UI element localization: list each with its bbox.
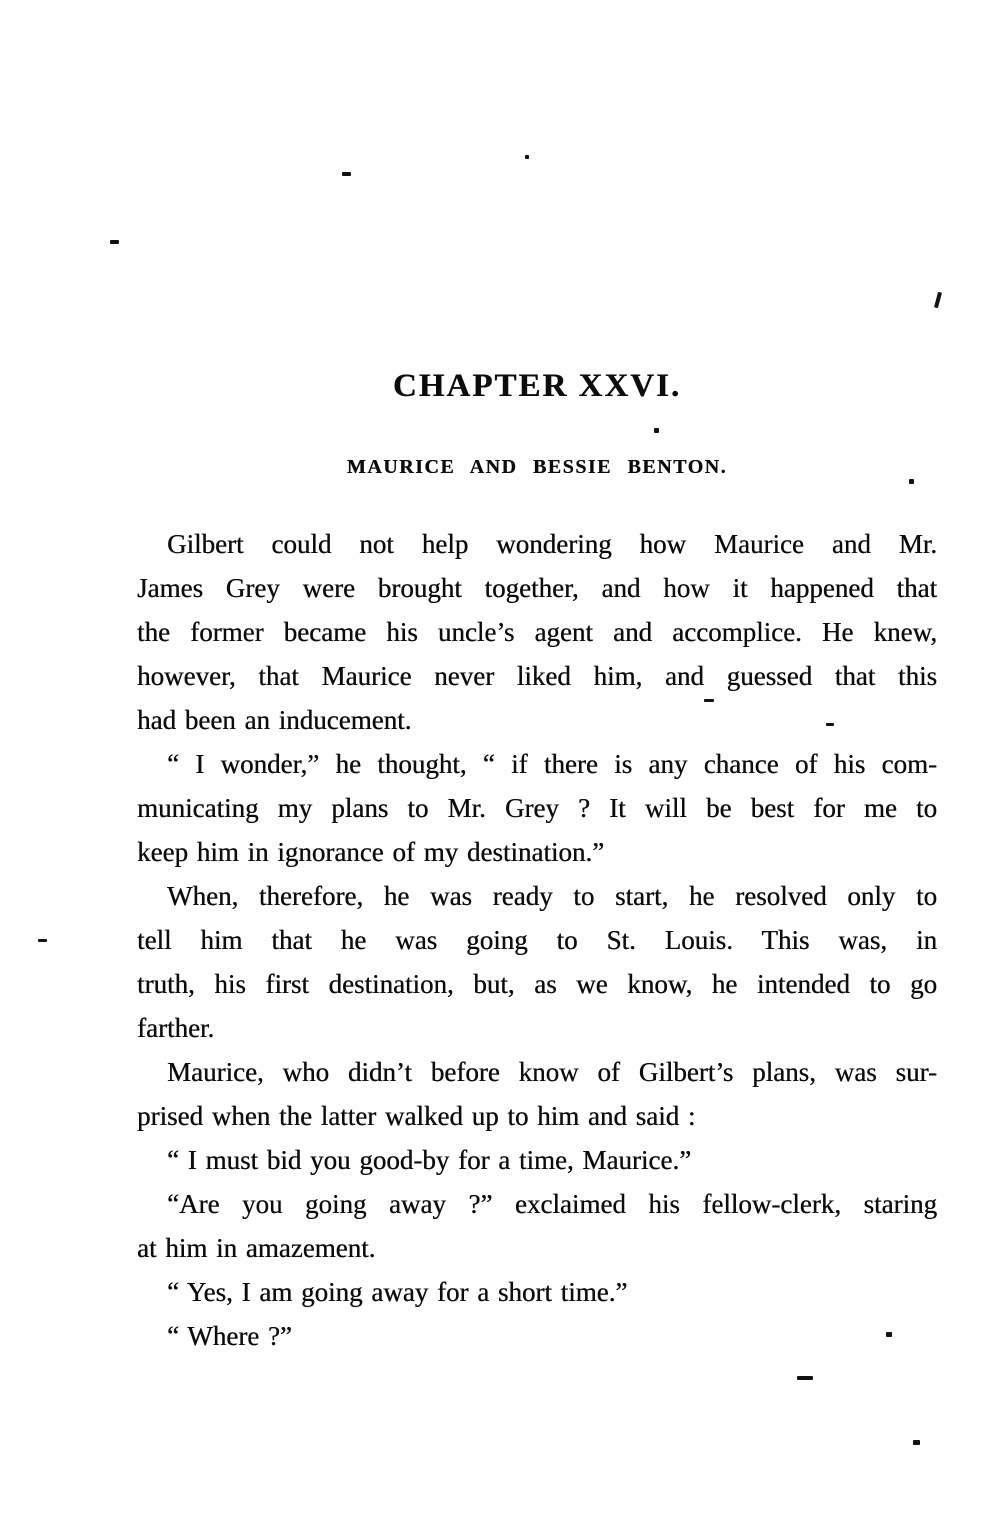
scan-artifact-dot: [909, 479, 914, 484]
scan-artifact-dot: [525, 155, 529, 159]
text-line: at him in amazement.: [137, 1233, 376, 1263]
chapter-subheading: MAURICE AND BESSIE BENTON.: [346, 456, 728, 478]
text-line: “Are you going away ?” exclaimed his fellow-clerk, staring: [167, 1189, 937, 1219]
scan-artifact-dash: [342, 172, 351, 176]
text-line: farther.: [137, 1013, 215, 1043]
text-line: When, therefore, he was ready to start, he resolved only to: [167, 881, 937, 911]
text-line: municating my plans to Mr. Grey ? It will be best for me to: [137, 793, 937, 823]
chapter-heading: CHAPTER XXVI.: [392, 368, 682, 404]
text-line: truth, his first destination, but, as we know, he intended to go: [137, 969, 937, 999]
paragraph: [137, 1050, 937, 1138]
text-line: prised when the latter walked up to him and said :: [137, 1101, 696, 1131]
text-line: “ Yes, I am going away for a short time.”: [167, 1277, 628, 1307]
text-line: Maurice, who didn’t before know of Gilbert’s plans, was sur-: [167, 1057, 937, 1087]
text-line: however, that Maurice never liked him, and guessed that this: [137, 661, 937, 691]
scan-artifact-dash: [826, 723, 834, 726]
scan-artifact-dot: [654, 428, 659, 433]
text-line: Gilbert could not help wondering how Maurice and Mr.: [167, 529, 937, 559]
text-line: had been an inducement.: [137, 705, 412, 735]
text-line: “ I wonder,” he thought, “ if there is any chance of his com-: [167, 749, 937, 779]
scan-artifact-dash: [704, 699, 714, 702]
text-line: James Grey were brought together, and how it happened that: [137, 573, 937, 603]
page-body: [137, 522, 937, 1358]
scan-artifact-dot: [913, 1440, 920, 1445]
scan-artifact-dash: [110, 240, 119, 244]
paragraph: [137, 522, 937, 742]
scan-artifact-dash: [797, 1376, 813, 1380]
text-block: [137, 0, 937, 1517]
paragraph: [137, 1138, 937, 1182]
text-line: the former became his uncle’s agent and accomplice. He knew,: [137, 617, 937, 647]
text-line: “ I must bid you good-by for a time, Maurice.”: [167, 1145, 692, 1175]
scan-artifact-dash: [38, 939, 47, 942]
text-line: tell him that he was going to St. Louis. This was, in: [137, 925, 937, 955]
text-line: “ Where ?”: [167, 1321, 292, 1351]
paragraph: [137, 1270, 937, 1314]
paragraph: [137, 1182, 937, 1270]
scan-artifact-dot: [886, 1332, 892, 1337]
paragraph: [137, 742, 937, 874]
paragraph: [137, 874, 937, 1050]
text-line: keep him in ignorance of my destination.”: [137, 837, 605, 867]
paragraph: [137, 1314, 937, 1358]
